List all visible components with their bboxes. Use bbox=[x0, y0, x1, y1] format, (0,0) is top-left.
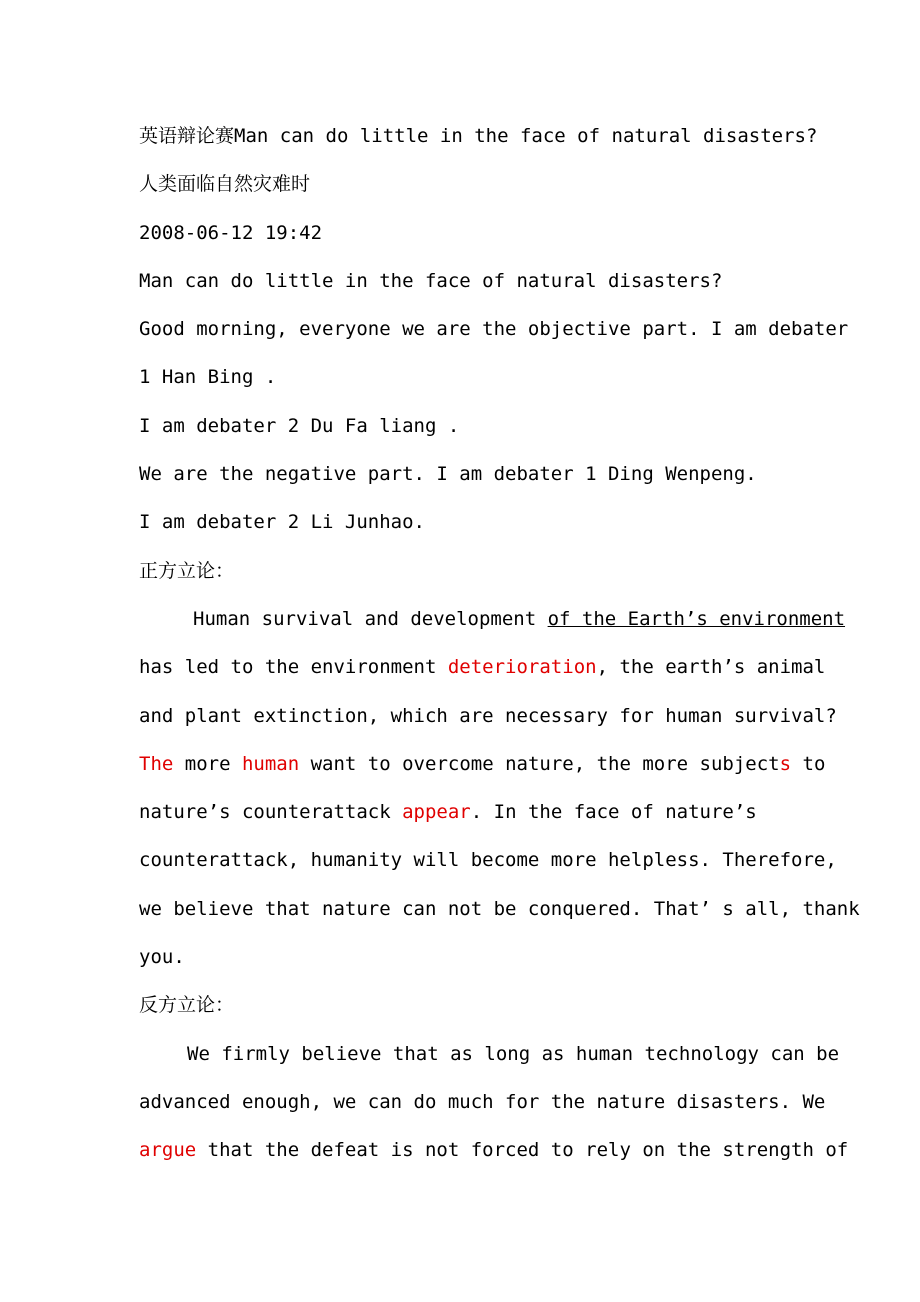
intro-text: I am debater 2 Du Fa liang . bbox=[139, 414, 460, 437]
text-segment: Human survival and development bbox=[193, 607, 548, 630]
negative-line-2 bbox=[139, 1082, 826, 1130]
affirmative-line-3 bbox=[139, 696, 837, 744]
document-body bbox=[139, 116, 860, 1179]
text-segment: want to overcome nature, the more subject bbox=[299, 752, 780, 775]
highlighted-word: human bbox=[241, 752, 300, 775]
affirmative-line-4 bbox=[139, 744, 826, 792]
topic-line bbox=[139, 261, 787, 309]
datetime-line bbox=[139, 213, 787, 261]
section-heading: 反方立论： bbox=[139, 994, 235, 1017]
highlighted-word: argue bbox=[139, 1139, 197, 1162]
text-segment: and plant extinction, which are necessary for human survival? bbox=[139, 704, 837, 727]
subtitle-line bbox=[139, 164, 787, 212]
text-segment: , the earth’s animal bbox=[596, 656, 826, 679]
intro-line-4 bbox=[139, 454, 787, 502]
text-segment: we believe that nature can not be conquered. That’ s all, thank bbox=[139, 897, 860, 920]
highlighted-word: appear bbox=[402, 801, 471, 824]
topic: Man can do little in the face of natural disasters? bbox=[139, 269, 723, 292]
intro-text: 1 Han Bing . bbox=[139, 366, 277, 389]
affirmative-line-1 bbox=[139, 599, 846, 647]
title-zh: 英语辩论赛 bbox=[139, 125, 235, 147]
affirmative-line-5 bbox=[139, 792, 787, 840]
section-heading: 正方立论： bbox=[139, 559, 235, 582]
negative-heading bbox=[139, 985, 787, 1033]
text-segment: you. bbox=[139, 946, 185, 969]
underlined-phrase: of the Earth’s environment bbox=[547, 607, 846, 630]
text-segment: counterattack, humanity will become more helpless. Therefore, bbox=[139, 849, 837, 872]
title-line bbox=[139, 116, 818, 164]
intro-line-2 bbox=[139, 357, 787, 405]
affirmative-line-7 bbox=[139, 889, 860, 937]
highlighted-letter: s bbox=[779, 752, 792, 775]
intro-line-1 bbox=[139, 309, 849, 357]
intro-text: We are the negative part. I am debater 1 Ding Wenpeng. bbox=[139, 463, 757, 486]
affirmative-heading bbox=[139, 551, 787, 599]
text-segment: . In the face of nature’s bbox=[470, 801, 757, 824]
intro-text: I am debater 2 Li Junhao. bbox=[139, 511, 425, 534]
negative-line-3 bbox=[139, 1130, 849, 1178]
highlighted-word: deterioration bbox=[447, 656, 597, 679]
intro-text: Good morning, everyone we are the objective part. I am debater bbox=[139, 318, 849, 341]
text-segment: advanced enough, we can do much for the nature disasters. We bbox=[139, 1090, 826, 1113]
datetime: 2008-06-12 19:42 bbox=[139, 221, 323, 244]
affirmative-line-2 bbox=[139, 647, 826, 695]
text-segment: has led to the environment bbox=[139, 656, 448, 679]
subtitle-zh: 人类面临自然灾难时 bbox=[139, 173, 311, 196]
intro-line-3 bbox=[139, 406, 787, 454]
text-segment: We firmly believe that as long as human technology can be bbox=[187, 1042, 840, 1065]
negative-line-1 bbox=[139, 1034, 840, 1082]
title-en: Man can do little in the face of natural disasters? bbox=[234, 125, 818, 147]
intro-line-5 bbox=[139, 502, 787, 550]
affirmative-line-8 bbox=[139, 937, 787, 985]
affirmative-line-6 bbox=[139, 840, 837, 888]
text-segment: that the defeat is not forced to rely on the strength of bbox=[196, 1139, 849, 1162]
highlighted-word: The bbox=[139, 752, 174, 775]
text-segment: more bbox=[173, 752, 242, 775]
text-segment: to bbox=[791, 752, 826, 775]
text-segment: nature’s counterattack bbox=[139, 801, 403, 824]
